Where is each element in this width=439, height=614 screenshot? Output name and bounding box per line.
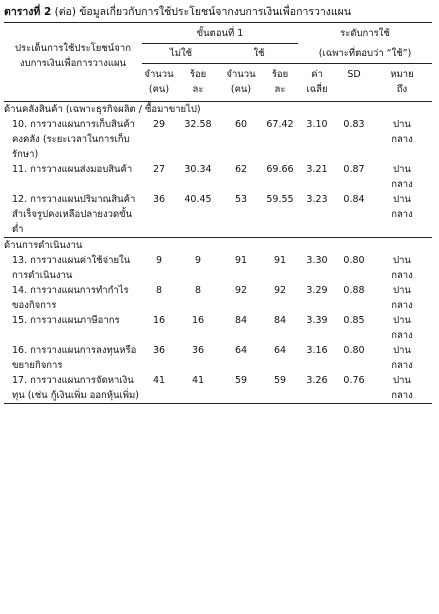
cell-used-percent: 67.42 [266,119,294,130]
cell-used-percent: 91 [273,255,287,266]
cell-sd: 0.83 [343,119,365,130]
cell-not-used-count: 29 [152,119,166,130]
cell-used-percent: 69.66 [266,164,294,175]
cell-not-used-percent: 30.34 [184,164,212,175]
cell-used-count: 91 [234,255,248,266]
table-row [4,162,432,192]
table-row [4,373,432,404]
header-sd: SD [347,69,361,80]
cell-used-count: 92 [234,285,248,296]
section-title-warehouse: ด้านคลังสินค้า (เฉพาะธุรกิจผลิต / ซื้อมาขายไป) [4,102,220,118]
cell-mean: 3.26 [306,375,328,386]
cell-mean: 3.23 [306,194,328,205]
cell-used-percent: 92 [273,285,287,296]
cell-meaning: ปานกลาง [391,315,413,341]
header-level: ระดับการใช้ [340,28,390,39]
row-label: 12. การวางแผนปริมาณสินค้าสำเร็จรูปคงเหลือปลายงวดขั้นต่ำ [12,194,136,235]
cell-sd: 0.88 [343,285,365,296]
table-row [4,253,432,283]
cell-used-percent: 59.55 [266,194,294,205]
cell-used-count: 59 [234,375,248,386]
header-meaning: หมาย ถึง [390,69,414,95]
data-table [4,22,432,404]
header-level-note: (เฉพาะที่ตอบว่า “ใช้”) [298,44,432,64]
cell-mean: 3.39 [306,315,328,326]
row-label: 13. การวางแผนค่าใช้จ่ายในการดำเนินงาน [12,255,131,281]
cell-not-used-count: 27 [152,164,166,175]
cell-sd: 0.84 [343,194,365,205]
cell-not-used-percent: 36 [191,345,205,356]
cell-not-used-percent: 40.45 [184,194,212,205]
cell-mean: 3.10 [306,119,328,130]
cell-mean: 3.16 [306,345,328,356]
cell-meaning: ปานกลาง [391,255,413,281]
caption-text: (ต่อ) ข้อมูลเกี่ยวกับการใช้ประโยชน์จากงบการเงินเพื่อการวางแผน [51,6,352,18]
cell-not-used-percent: 8 [194,285,202,296]
table-row [4,283,432,313]
cell-meaning: ปานกลาง [391,345,413,371]
cell-sd: 0.76 [343,375,365,386]
row-label: 11. การวางแผนส่งมอบสินค้า [12,164,133,175]
cell-meaning: ปานกลาง [391,285,413,311]
header-percent-not-used: ร้อย ละ [189,69,207,95]
header-mean: ค่า เฉลี่ย [306,69,328,95]
cell-used-percent: 64 [273,345,287,356]
row-label: 17. การวางแผนการจัดหาเงินทุน (เช่น กู้เงินเพิ่ม ออกหุ้นเพิ่ม) [12,375,140,401]
cell-not-used-count: 36 [152,194,166,205]
cell-used-count: 84 [234,315,248,326]
header-count-used: จำนวน (คน) [226,69,256,95]
cell-meaning: ปานกลาง [391,164,413,190]
cell-used-count: 62 [234,164,248,175]
header-count-not-used: จำนวน (คน) [144,69,174,95]
cell-meaning: ปานกลาง [391,375,413,401]
cell-used-percent: 59 [273,375,287,386]
cell-not-used-count: 9 [155,255,163,266]
header-issue: ประเด็นการใช้ประโยชน์จากงบการเงินเพื่อการวางแผน [15,43,131,69]
cell-mean: 3.21 [306,164,328,175]
cell-sd: 0.80 [343,345,365,356]
cell-not-used-percent: 16 [191,315,205,326]
table-row [4,192,432,238]
cell-not-used-count: 41 [152,375,166,386]
table-row [4,343,432,373]
table-caption [4,3,351,20]
header-percent-used: ร้อย ละ [271,69,289,95]
cell-sd: 0.80 [343,255,365,266]
cell-meaning: ปานกลาง [391,194,413,220]
section-title-operations: ด้านการดำเนินงาน [4,238,220,254]
cell-mean: 3.30 [306,255,328,266]
cell-used-count: 60 [234,119,248,130]
cell-used-count: 64 [234,345,248,356]
header-used: ใช้ [220,44,298,64]
header-not-used: ไม่ใช้ [142,44,220,64]
row-label: 15. การวางแผนภาษีอากร [12,315,120,326]
cell-not-used-percent: 41 [191,375,205,386]
cell-not-used-percent: 9 [194,255,202,266]
header-step1: ขั้นตอนที่ 1 [142,23,298,44]
row-label: 16. การวางแผนการลงทุนหรือขยายกิจการ [12,345,137,371]
cell-not-used-count: 8 [155,285,163,296]
table-row [4,313,432,343]
cell-sd: 0.85 [343,315,365,326]
cell-not-used-percent: 32.58 [184,119,212,130]
cell-used-count: 53 [234,194,248,205]
table-row [4,117,432,162]
cell-mean: 3.29 [306,285,328,296]
cell-not-used-count: 36 [152,345,166,356]
row-label: 14. การวางแผนการทำกำไรของกิจการ [12,285,129,311]
row-label: 10. การวางแผนการเก็บสินค้าคงคลัง (ระยะเวลาในการเก็บรักษา) [12,119,136,160]
cell-sd: 0.87 [343,164,365,175]
cell-not-used-count: 16 [152,315,166,326]
cell-meaning: ปานกลาง [391,119,413,145]
caption-label: ตารางที่ 2 [4,6,52,18]
cell-used-percent: 84 [273,315,287,326]
